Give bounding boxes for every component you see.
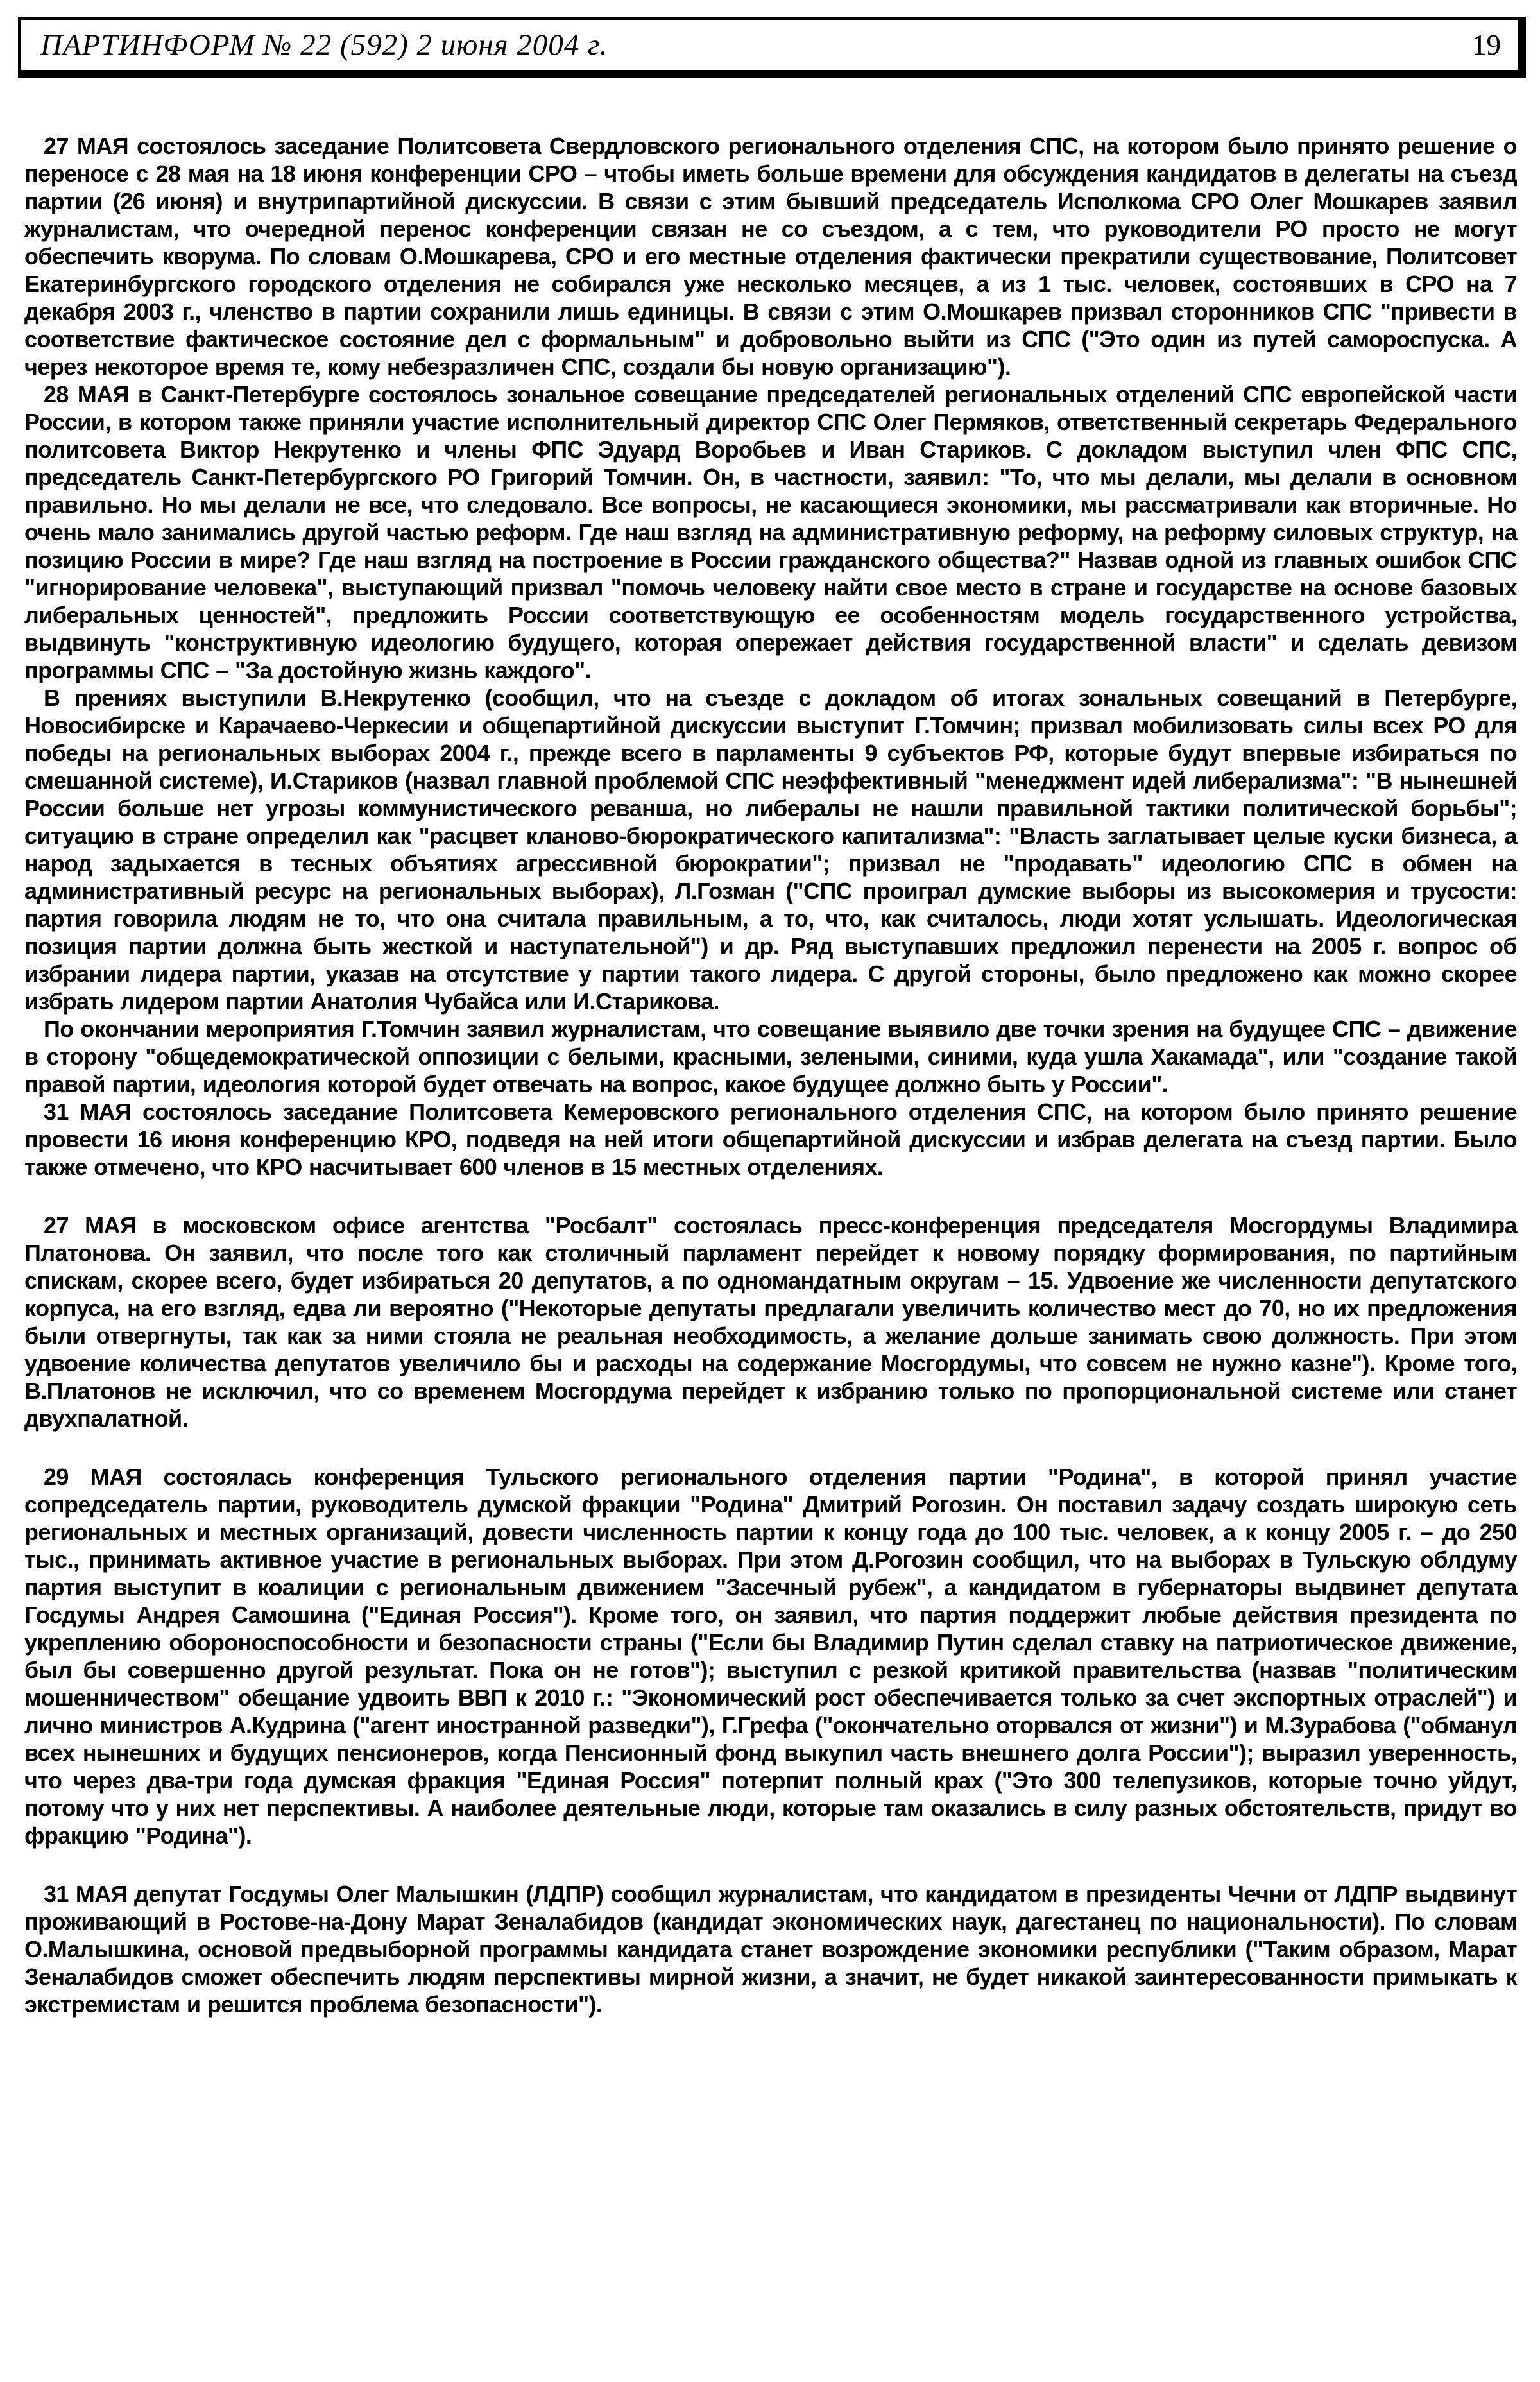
paragraph: 31 МАЯ депутат Госдумы Олег Малышкин (ЛДПР) сообщил журналистам, что кандидатом в президенты Чечни от ЛДПР выдвинут проживающий в Ростове-на-Дону Марат Зеналабидов (кандидат экономических наук, дагестанец по национальности). По словам О.Малышкина, основой предвыборной программы кандидата станет возрождение экономики республики ("Таким образом, Марат Зеналабидов сможет обеспечить людям перспективы мирной жизни, а значит, не будет никакой заинтересованности примыкать к экстремистам и решится проблема безопасности"). [24,1881,1517,2018]
newsletter-title: ПАРТИНФОРМ № 22 (592) 2 июня 2004 г. [40,28,608,62]
paragraph: 31 МАЯ состоялось заседание Политсовета Кемеровского регионального отделения СПС, на котором было принято решение провести 16 июня конференцию КРО, подведя на ней итоги общепартийной дискуссии и избрав делегата на съезд партии. Было также отмечено, что КРО насчитывает 600 членов в 15 местных отделениях. [24,1099,1517,1180]
page-number: 19 [1472,29,1501,61]
news-section-mosgorduma [24,1212,1517,1432]
page-header [18,17,1526,78]
paragraph: 29 МАЯ состоялась конференция Тульского регионального отделения партии "Родина", в которой принял участие сопредседатель партии, руководитель думской фракции "Родина" Дмитрий Рогозин. Он поставил задачу создать широкую сеть региональных и местных организаций, довести численность партии к концу года до 100 тыс. человек, а к концу 2005 г. – до 250 тыс., принимать активное участие в региональных выборах. При этом Д.Рогозин сообщил, что на выборах в Тульскую облдуму партия выступит в коалиции с региональным движением "Засечный рубеж", а кандидатом в губернаторы выдвинет депутата Госдумы Андрея Самошина ("Единая Россия"). Кроме того, он заявил, что партия поддержит любые действия президента по укреплению обороноспособности и безопасности страны ("Если бы Владимир Путин сделал ставку на патриотическое движение, был бы совершенно другой результат. Пока он не готов"); выступил с резкой критикой правительства (назвав "политическим мошенничеством" обещание удвоить ВВП к 2010 г.: "Экономический рост обеспечивается только за счет экспортных отраслей") и лично министров А.Кудрина ("агент иностранной разведки"), Г.Грефа ("окончательно оторвался от жизни") и М.Зурабова ("обманул всех нынешних и будущих пенсионеров, когда Пенсионный фонд выкупил часть внешнего долга России"); выразил уверенность, что через два-три года думская фракция "Единая Россия" потерпит полный крах ("Это 300 телепузиков, которые точно уйдут, потому что у них нет перспективы. А наиболее деятельные люди, которые там оказались в силу разных обстоятельств, придут во фракцию "Родина"). [24,1464,1517,1849]
news-section-sps [24,132,1517,1181]
paragraph: 27 МАЯ состоялось заседание Политсовета Свердловского регионального отделения СПС, на котором было принято решение о переносе с 28 мая на 18 июня конференции СРО – чтобы иметь больше времени для обсуждения кандидатов в делегаты на съезд партии (26 июня) и внутрипартийной дискуссии. В связи с этим бывший председатель Исполкома СРО Олег Мошкарев заявил журналистам, что очередной перенос конференции связан не со съездом, а с тем, что руководители РО просто не могут обеспечить кворума. По словам О.Мошкарева, СРО и его местные отделения фактически прекратили существование, Политсовет Екатеринбургского городского отделения не собирался уже несколько месяцев, а из 1 тыс. человек, состоявших в СРО на 7 декабря 2003 г., членство в партии сохранили лишь единицы. В связи с этим О.Мошкарев призвал сторонников СПС "привести в соответствие фактическое состояние дел с формальным" и добровольно выйти из СПС ("Это один из путей самороспуска. А через некоторое время те, кому небезразличен СПС, создали бы новую организацию"). [24,133,1517,380]
news-section-ldpr [24,1880,1517,2018]
article-content [24,132,1517,2018]
paragraph: По окончании мероприятия Г.Томчин заявил журналистам, что совещание выявило две точки зрения на будущее СПС – движение в сторону "общедемократической оппозиции с белыми, красными, зелеными, синими, куда ушла Хакамада", или "создание такой правой партии, идеология которой будет отвечать на вопрос, какое будущее должно быть у России". [24,1016,1517,1097]
paragraph: В прениях выступили В.Некрутенко (сообщил, что на съезде с докладом об итогах зональных совещаний в Петербурге, Новосибирске и Карачаево-Черкесии и общепартийной дискуссии выступит Г.Томчин; призвал мобилизовать силы всех РО для победы на региональных выборах 2004 г., прежде всего в парламенты 9 субъектов РФ, которые будут впервые избираться по смешанной системе), И.Стариков (назвал главной проблемой СПС неэффективный "менеджмент идей либерализма": "В нынешней России больше нет угрозы коммунистического реванша, но либералы не нашли правильной тактики политической борьбы"; ситуацию в стране определил как "расцвет кланово-бюрократического капитализма": "Власть заглатывает целые куски бизнеса, а народ задыхается в тесных объятиях агрессивной бюрократии"; призвал не "продавать" идеологию СПС в обмен на административный ресурс на региональных выборах), Л.Гозман ("СПС проиграл думские выборы из высокомерия и трусости: партия говорила людям не то, что она считала правильным, а то, что, как считалось, люди хотят услышать. Идеологическая позиция партии должна быть жесткой и наступательной") и др. Ряд выступавших предложил перенести на 2005 г. вопрос об избрании лидера партии, указав на отсутствие у партии такого лидера. С другой стороны, было предложено как можно скорее избрать лидером партии Анатолия Чубайса или И.Старикова. [24,685,1517,1015]
paragraph: 28 МАЯ в Санкт-Петербурге состоялось зональное совещание председателей региональных отделений СПС европейской части России, в котором также приняли участие исполнительный директор СПС Олег Пермяков, ответственный секретарь Федерального политсовета Виктор Некрутенко и члены ФПС Эдуард Воробьев и Иван Стариков. С докладом выступил член ФПС СПС, председатель Санкт-Петербургского РО Григорий Томчин. Он, в частности, заявил: "То, что мы делали, мы делали в основном правильно. Но мы делали не все, что следовало. Все вопросы, не касающиеся экономики, мы рассматривали как вторичные. Но очень мало занимались другой частью реформ. Где наш взгляд на административную реформу, на реформу силовых структур, на позицию России в мире? Где наш взгляд на построение в России гражданского общества?" Назвав одной из главных ошибок СПС "игнорирование человека", выступающий призвал "помочь человеку найти свое место в стране и государстве на основе базовых либеральных ценностей", предложить России соответствующую ее особенностям модель государственного устройства, выдвинуть "конструктивную идеологию будущего, которая опережает действия государственной власти" и сделать девизом программы СПС – "За достойную жизнь каждого". [24,381,1517,683]
news-section-rodina [24,1463,1517,1849]
paragraph: 27 МАЯ в московском офисе агентства "Росбалт" состоялась пресс-конференция председателя Мосгордумы Владимира Платонова. Он заявил, что после того как столичный парламент перейдет к новому порядку формирования, по партийным спискам, скорее всего, будет избираться 20 депутатов, а по одномандатным округам – 15. Удвоение же численности депутатского корпуса, на его взгляд, едва ли вероятно ("Некоторые депутаты предлагали увеличить количество мест до 70, но их предложения были отвергнуты, так как за ними стояла не реальная необходимость, а желание дольше занимать свою должность. При этом удвоение количества депутатов увеличило бы и расходы на содержание Мосгордумы, что совсем не нужно казне"). Кроме того, В.Платонов не исключил, что со временем Мосгордума перейдет к избранию только по пропорциональной системе или станет двухпалатной. [24,1212,1517,1432]
